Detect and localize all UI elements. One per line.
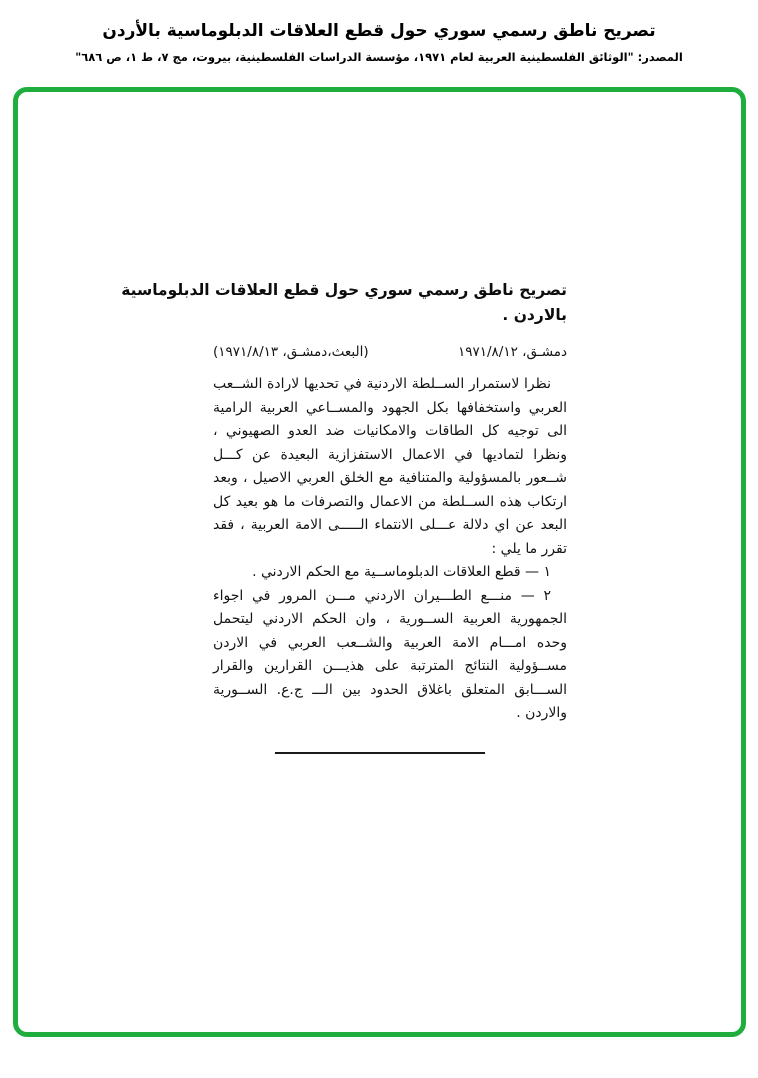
document-title-line2: بالاردن .	[502, 306, 567, 324]
decision-item-1: ١ — قطع العلاقات الدبلوماســية مع الحكم الاردني .	[252, 564, 551, 580]
header-source-citation: المصدر: "الوثائق الفلسطينية العربية لعام ١٩٧١، مؤسسة الدراسات الفلسطينية، بيروت، مج ٧، ط ١، ص ٦٨٦"	[75, 50, 683, 64]
page-header	[0, 18, 758, 65]
dateline	[213, 344, 567, 360]
paragraph-preamble: نظرا لاستمرار الســلطة الاردنية في تحديها لارادة الشــعب العربي واستخفافها بكل الجهود والمســاعي العربية الرامية الى توجيه كل الطاقات والامكانيات ضد العدو الصهيوني ، ونظرا لتماديها في الاعمال الاستفزازية البعيدة عن كـــل شــعور بالمسؤولية والمتنافية مع الخلق العربي الاصيل ، وبعد ارتكاب هذه الســلطة من الاعمال والتصرفات ما هو بعيد كل البعد عن اي دلالة عـــلى الانتماء الـــــى الامة العربية ، فقد تقرر ما يلي :	[213, 376, 567, 557]
header-title: تصريح ناطق رسمي سوري حول قطع العلاقات الدبلوماسية بالأردن	[102, 21, 656, 41]
decision-item-2: ٢ — منـــع الطـــيران الاردني مـــن المرور في اجواء الجمهورية العربية الســورية ، وان الحكم الاردني ليتحمل وحده امـــام الامة العربية والشــعب العربي في الاردن مســؤولية النتائج المترتبة على هذيـــن القرارين والقرار الســـابق المتعلق باغلاق الحدود بين الـــ ج.ع. الســورية والاردن .	[213, 587, 567, 721]
document-title	[121, 278, 567, 328]
dateline-place-date: دمشـق، ١٩٧١/٨/١٢	[457, 344, 567, 360]
document-title-line1: تصريح ناطق رسمي سوري حول قطع العلاقات الدبلوماسية	[121, 281, 567, 299]
end-separator-rule	[275, 752, 485, 754]
dateline-source-ref: (البعث،دمشـق، ١٩٧١/٨/١٣)	[213, 344, 369, 360]
scanned-document-body	[121, 278, 567, 754]
